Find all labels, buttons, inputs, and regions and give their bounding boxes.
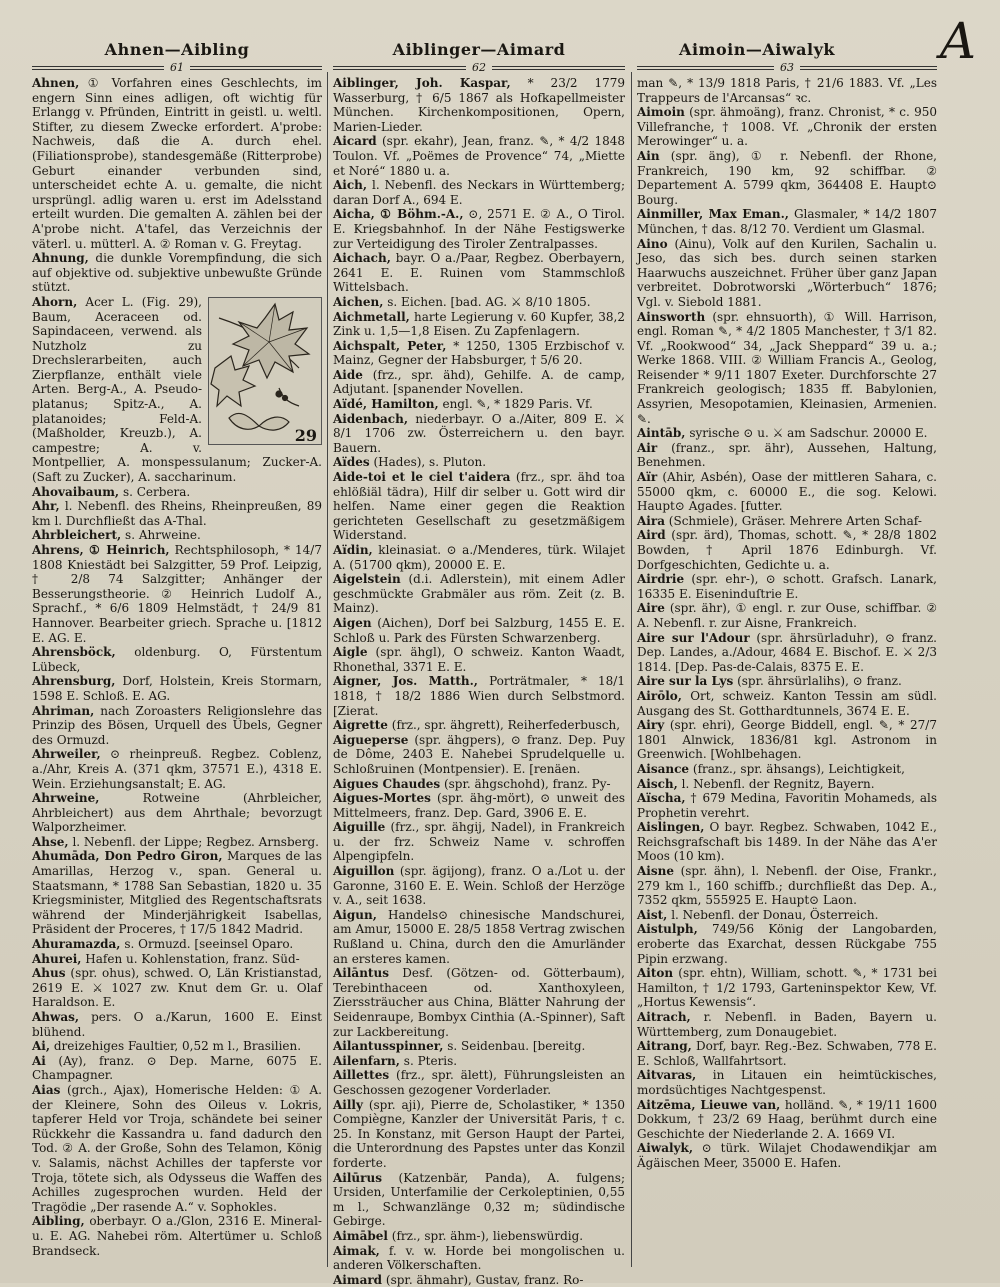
entry-headword: Aislingen, <box>637 820 705 835</box>
entry-text: (spr. ägijong), franz. O a./Lot u. der Garonne, 3160 E. E. Wein. Schloß der Herzöge v. A., seit 1638. <box>333 864 625 908</box>
entry-text: nach Zoroasters Religionslehre das Prinzip des Bösen, Urquell des Übels, Gegner des Ormuzd. <box>32 703 322 747</box>
column-divider <box>631 72 632 1267</box>
entry-text: (spr. ohus), schwed. O, Län Kristianstad, 2619 E. ⚔ 1027 zw. Knut dem Gr. u. Olaf Haraldson. E. <box>32 966 322 1010</box>
entry-text: (spr. ähgschohd), franz. Py- <box>443 776 611 791</box>
entry-headword: Ahrensböck, <box>32 645 116 660</box>
entry-text: (Ahir, Asbén), Oase der mittleren Sahara, c. 55000 qkm, c. 60000 E., die sog. Kelowi. Haupt⊙ Agades. [futter. <box>637 470 937 514</box>
entry-headword: Aichmetall, <box>333 309 410 324</box>
dictionary-entry <box>637 791 937 820</box>
entry-text: * 1250, 1305 Erzbischof v. Mainz, Gegner der Habsburger, † 5/6 20. <box>333 338 625 368</box>
dictionary-entry <box>637 105 937 149</box>
entry-headword: Aira <box>637 513 665 528</box>
dictionary-entry <box>333 718 625 733</box>
dictionary-entry <box>637 908 937 923</box>
entry-text: (Aichen), Dorf bei Salzburg, 1455 E. E. Schloß u. Park des Fürsten Schwarzenberg. <box>333 615 625 645</box>
entry-headword: Aichach, <box>333 251 391 266</box>
entry-headword: Aide <box>333 367 363 382</box>
entry-text: l. Nebenfl. des Rheins, Rheinpreußen, 89 km l. Durchfließt das A-Thal. <box>32 499 322 528</box>
entry-headword: Aiton <box>637 966 674 981</box>
dictionary-entry <box>333 470 625 543</box>
entry-text: † 679 Medina, Favoritin Mohameds, als Prophetin verehrt. <box>637 791 937 820</box>
dictionary-entry <box>333 864 625 908</box>
dictionary-entry <box>333 310 625 339</box>
entry-headword: Ahrweine, <box>32 791 100 806</box>
dictionary-entry <box>32 704 322 748</box>
entry-text: r. Nebenfl. in Baden, Bayern u. Württemberg, zum Donaugebiet. <box>637 1010 937 1039</box>
figure-number: 29 <box>294 426 317 446</box>
entry-headword: Ahuramazda, <box>32 937 121 952</box>
entry-headword: Aillettes <box>333 1068 390 1083</box>
entry-text: man ✎, * 13/9 1818 Paris, † 21/6 1883. Vf. „Les Trappeurs de l'Arcansas“ ꝛc. <box>637 76 937 105</box>
entry-headword: Ailantusspinner, <box>333 1039 444 1054</box>
entry-text: l. Nebenfl. der Regnitz, Bayern. <box>681 776 875 791</box>
entry-headword: Aino <box>637 236 668 251</box>
entry-text: Porträtmaler, * 18/1 1818, † 18/2 1886 Wien durch Selbstmord. [Zierat. <box>333 674 625 718</box>
entry-text: l. Nebenfl. des Neckars in Württemberg; daran Dorf A., 694 E. <box>333 178 625 207</box>
entry-headword: Airy <box>637 718 665 733</box>
dictionary-entry <box>333 572 625 616</box>
entry-headword: Ahnen, <box>32 76 80 90</box>
dictionary-entry <box>333 368 625 397</box>
entry-headword: Aimābel <box>333 1228 388 1243</box>
entry-text: Ort, schweiz. Kanton Tessin am südl. Ausgang des St. Gotthardtunnels, 3674 E. E. <box>637 688 937 718</box>
entry-text: (spr. ärd), Thomas, schott. ✎, * 28/8 1802 Bowden, † April 1876 Edinburgh. Vf. Dorfgeschichten, Gedichte u. a. <box>637 528 937 572</box>
entry-headword: Ailly <box>333 1097 363 1112</box>
entry-text: (Schmiele), Gräser. Mehrere Arten Schaf- <box>668 513 922 528</box>
entry-text: (spr. ähn), l. Nebenfl. der Oise, Frankr., 279 km l., 160 schiffb.; durchfließt das Dep. A., 7352 qkm, 555925 E. Haupt⊙ Laon. <box>637 864 937 908</box>
entry-text: (spr. ährsürlalihs), ⊙ franz. <box>737 674 902 689</box>
entry-headword: Aire sur l'Adour <box>637 630 750 645</box>
entry-headword: Airdrie <box>637 572 685 587</box>
entry-headword: Ai <box>32 1053 46 1068</box>
entry-text: Glasmaler, * 14/2 1807 München, † das. 8/12 70. Verdient um Glasmal. <box>637 207 937 236</box>
entry-text: s. Seidenbau. [bereitg. <box>447 1039 586 1054</box>
dictionary-entry <box>333 207 625 251</box>
entry-headword: Aibling, <box>32 1214 85 1229</box>
entry-text: ① Vorfahren eines Geschlechts, im engern Sinn eines adligen, oft wichtig für Erlangg v. Pfründen, Eintritt in geistl. u. weltl. Stifter, zu diesem Zwecke erfordert. A'probe: Nachweis, daß die A. durch ehel. (Filiationsprobe), standesgemäße (Ritterprobe) Geburt einander verbunden sind, unterscheidet echte A. u. gemalte, die nicht ursprüngl. adlig waren u. erst im Adelsstand erteilt wurden. Die gemalten A. zählen bei der A'probe nicht. A'tafel, das Verzeichnis der väterl. u. mütterl. A. ② Roman v. G. Freytag. <box>32 76 322 251</box>
dictionary-entry <box>333 1244 625 1273</box>
entry-headword: Ainmiller, Max Eman., <box>637 207 789 222</box>
entry-text: Dorf, Holstein, Kreis Stormarn, 1598 E. Schloß. E. AG. <box>32 674 322 703</box>
entry-headword: Ahnung, <box>32 251 89 266</box>
dictionary-entry <box>637 689 937 718</box>
column-divider <box>327 72 328 1267</box>
dictionary-entry <box>32 1010 322 1039</box>
entry-text: (spr. ähr), ① engl. r. zur Ouse, schiffbar. ② A. Nebenfl. r. zur Aisne, Frankreich. <box>637 601 937 630</box>
entry-headword: Ahwas, <box>32 1010 80 1024</box>
entry-headword: Aisch, <box>637 776 678 791</box>
dictionary-entry <box>637 1141 937 1170</box>
dictionary-entry <box>333 1039 625 1054</box>
entry-text: oberbayr. O a./Glon, 2316 E. Mineral- u. E. AG. Nahebei röm. Altertümer u. Schloß Brandseck. <box>32 1214 322 1258</box>
entry-text: (Ainu), Volk auf den Kurilen, Sachalin u. Jeso, das sich bes. durch seinen starken Haarwuchs auszeichnet. Früher über ganz Japan verbreitet. Dobrotworski „Wörterbuch“ 1876; Vgl. v. Siebold 1881. <box>637 236 937 309</box>
entry-text: (frz., spr. älett), Führungsleisten an Geschossen gezogener Vorderlader. <box>333 1068 625 1097</box>
entry-headword: Aias <box>32 1082 61 1097</box>
dictionary-entry <box>32 528 322 543</box>
dictionary-entry <box>333 412 625 456</box>
dictionary-entry <box>333 791 625 820</box>
entry-headword: Aird <box>637 528 666 543</box>
entry-headword: Aistulph, <box>637 922 698 937</box>
entry-text: syrische ⊙ u. ⚔ am Sadschur. 20000 E. <box>689 426 928 441</box>
entry-text: (spr. ährsürladuhr), ⊙ franz. Dep. Landes, a./Adour, 4684 E. Bischof. E. ⚔ 2/3 1814. [Dep. Pas-de-Calais, 8375 E. E. <box>637 630 937 674</box>
entry-headword: Aimard <box>333 1272 383 1287</box>
entry-text: (spr. ehnsuorth), ① Will. Harrison, engl. Roman ✎, * 4/2 1805 Manchester, † 3/1 82. Vf. „Rookwood“ 34, „Jack Sheppard“ 39 u. a.; Werke 1868. VIII. ② William Francis A., Geolog, Reisender * 9/11 1807 Exeter. Durchforschte 27 Frankreich geologisch; 1835 ff. Babylonien, Assyrien, Mesopotamien, Kleinasien, Armenien. ✎. <box>637 309 937 426</box>
entry-text: (spr. ähmoäng), franz. Chronist, * c. 950 Villefranche, † 1008. Vf. „Chronik der ersten Merowinger“ u. a. <box>637 105 937 149</box>
entry-headword: Ahrens, ① Heinrich, <box>32 543 170 557</box>
entry-headword: Aiwalyk, <box>637 1141 693 1156</box>
dictionary-entry <box>32 645 322 674</box>
entry-text: (spr. ähgpers), ⊙ franz. Dep. Puy de Dôme, 2403 E. Nahebei Sprudelquelle u. Schloßruinen (Montpensier). E. [renäen. <box>333 732 625 776</box>
dictionary-entry <box>333 966 625 1039</box>
entry-text: (spr. aji), Pierre de, Scholastiker, * 1350 Compiègne, Kanzler der Universität Paris, † c. 25. In Konstanz, mit Gerson Haupt der Partei, die Unterordnung des Papstes unter das Konzil forderte. <box>333 1097 625 1170</box>
column-right <box>637 76 937 1266</box>
entry-headword: Aimoin <box>637 105 685 120</box>
column-left <box>32 76 322 1266</box>
entry-headword: Ahovaibaum, <box>32 484 120 499</box>
entry-headword: Aiblinger, Joh. Kaspar, <box>333 76 511 90</box>
entry-headword: Aide-toi et le ciel t'aidera <box>333 470 511 485</box>
entry-text: niederbayr. O a./Aiter, 809 E. ⚔ 8/1 1706 zw. Österreichern u. den bayr. Bauern. <box>333 411 625 455</box>
entry-headword: Ahrweiler, <box>32 747 101 762</box>
entry-text: Marques de las Amarillas, Herzog v., span. General u. Staatsmann, * 1788 San Sebastian, 1820 u. 35 Kriegsminister, Mitglied des Regentschaftsrats während der Minderjährigkeit Isabellas, Präsident der Proceres, † 17/5 1842 Madrid. <box>32 849 322 937</box>
dictionary-entry <box>32 674 322 703</box>
entry-headword: Aintāb, <box>637 426 686 441</box>
entry-headword: Aigues-Mortes <box>333 791 431 806</box>
entry-text: holländ. ✎, * 19/11 1600 Dokkum, † 23/2 69 Haag, berühmt durch eine Geschichte der Niederlande 2. A. 1669 VI. <box>637 1097 937 1141</box>
dictionary-entry <box>333 1054 625 1069</box>
entry-headword: Aigun, <box>333 907 377 922</box>
entry-text: (frz., spr. ähgrett), Reiherfederbusch, <box>391 718 621 733</box>
dictionary-entry <box>333 1098 625 1171</box>
entry-text: (spr. ehtn), William, schott. ✎, * 1731 bei Hamilton, † 1/2 1793, Garteninspektor Kew, Vf. „Hortus Kewensis“. <box>637 966 937 1010</box>
entry-text: s. Pteris. <box>403 1053 458 1068</box>
dictionary-entry <box>637 514 937 529</box>
entry-text: (frz., spr. ähd), Gehilfe. A. de camp, Adjutant. [spanender Novellen. <box>333 367 625 397</box>
entry-headword: Aimak, <box>333 1243 380 1258</box>
entry-headword: Ahurei, <box>32 951 82 966</box>
dictionary-entry <box>637 237 937 310</box>
entry-text: Hafen u. Kohlenstation, franz. Süd- <box>85 951 300 966</box>
dictionary-entry <box>637 631 937 675</box>
entry-text: (spr. ekahr), Jean, franz. ✎, * 4/2 1848 Toulon. Vf. „Poëmes de Provence“ 74, „Miette et Noré“ 1880 u. a. <box>333 134 625 178</box>
entry-headword: Ain <box>637 148 660 163</box>
entry-text: O bayr. Regbez. Schwaben, 1042 E., Reichsgrafschaft bis 1489. In der Nähe das A'er Moos (10 km). <box>637 820 937 864</box>
dictionary-entry <box>32 937 322 952</box>
entry-headword: Ahorn, <box>32 294 78 309</box>
entry-headword: Aichen, <box>333 294 384 309</box>
dictionary-entry <box>32 485 322 500</box>
entry-headword: Aïdes <box>333 455 370 470</box>
entry-text: 749/56 König der Langobarden, eroberte das Exarchat, dessen Rückgabe 755 Pipin erzwang. <box>637 922 937 966</box>
entry-headword: Ailenfarn, <box>333 1053 400 1068</box>
entry-headword: Ai, <box>32 1039 51 1054</box>
entry-headword: Aichspalt, Peter, <box>333 338 447 353</box>
entry-headword: Aist, <box>637 907 668 922</box>
left-running-head: Ahnen—Aibling <box>104 40 250 59</box>
entry-text: pers. O a./Karun, 1600 E. Einst blühend. <box>32 1010 322 1039</box>
dictionary-entry <box>637 922 937 966</box>
dictionary-entry <box>333 339 625 368</box>
entry-headword: Aigueperse <box>333 732 409 747</box>
entry-headword: Ahrbleichert, <box>32 528 122 543</box>
entry-text: s. Eichen. [bad. AG. ⚔ 8/10 1805. <box>387 294 591 309</box>
entry-headword: Aïdin, <box>333 543 373 557</box>
dictionary-entry <box>333 76 625 134</box>
entry-text: (spr. ähgl), O schweiz. Kanton Waadt, Rhonethal, 3371 E. E. <box>333 645 625 674</box>
dictionary-entry <box>32 251 322 295</box>
entry-text: (Ay), franz. ⊙ Dep. Marne, 6075 E. Champagner. <box>32 1053 322 1083</box>
entry-headword: Aicard <box>333 134 377 149</box>
dictionary-entry <box>32 835 322 850</box>
entry-headword: Ahriman, <box>32 703 95 718</box>
entry-text: ⊙ rheinpreuß. Regbez. Coblenz, a./Ahr, Kreis A. (371 qkm, 37571 E.), 4318 E. Wein. Erziehungsanstalt; E. AG. <box>32 747 322 791</box>
entry-text: * 23/2 1779 Wasserburg, † 6/5 1867 als Hofkapellmeister München. Kirchenkompositionen, Opern, Marien-Lieder. <box>333 76 625 134</box>
maple-leaf-drawing <box>209 298 321 444</box>
entry-headword: Ahrensburg, <box>32 674 116 689</box>
entry-headword: Aire sur la Lys <box>637 674 734 689</box>
entry-headword: Air <box>637 440 658 455</box>
dictionary-entry <box>32 849 322 937</box>
dictionary-entry <box>637 149 937 207</box>
entry-text: (grch., Ajax), Homerische Helden: ① A. der Kleinere, Sohn des Oileus v. Lokris, tapferer Held vor Troja, schändete bei seiner Rückkehr die Kassandra u. fand dadurch den Tod. ② A. der Große, Sohn des Telamon, König v. Salamis, nächst Achilles der tapferste vor Troja, tötete sich, als Odysseus die Waffen des Achilles zugesprochen wurden. Held der Tragödie „Der rasende A.“ v. Sophokles. <box>32 1082 322 1214</box>
entry-text: ⊙ türk. Wilajet Chodawendikjar am Ägäischen Meer, 35000 E. Hafen. <box>637 1141 937 1170</box>
entry-headword: Ahumāda, Don Pedro Giron, <box>32 849 223 864</box>
entry-headword: Aiguillon <box>333 864 395 879</box>
entry-headword: Ainsworth <box>637 309 706 324</box>
dictionary-entry <box>637 718 937 762</box>
dictionary-entry <box>333 1273 625 1287</box>
dictionary-entry <box>637 820 937 864</box>
entry-text: Handels⊙ chinesische Mandschurei, am Amur, 15000 E. 28/5 1858 Vertrag zwischen Rußland u. China, durch den die Amurländer an ersteres kamen. <box>333 907 625 966</box>
entry-text: Dorf, bayr. Reg.-Bez. Schwaben, 778 E. E. Schloß, Wallfahrtsort. <box>637 1039 937 1068</box>
dictionary-entry <box>333 543 625 572</box>
entry-text: Acer L. (Fig. 29), Baum, Aceraceen od. Sapindaceen, verwend. als Nutzholz zu Drechslerarbeiten, auch Zierpflanze, enthält viele Arten. Berg-A., A. Pseudo-platanus; Spitz-A., A. platanoides; Feld-A. (Maßholder, Kreuzb.), A. campestre; A. v. Montpellier, A. monspessulanum; Zucker-A. (Saft zu Zucker), A. saccharinum. <box>32 294 322 485</box>
entry-text: (frz., spr. ähgij, Nadel), in Frankreich u. der frz. Schweiz Name v. schroffen Alpengipfeln. <box>333 820 625 864</box>
dictionary-entry <box>333 820 625 864</box>
entry-text: (franz., spr. ähr), Aussehen, Haltung, Benehmen. <box>637 440 937 470</box>
column-center <box>333 76 625 1287</box>
dictionary-entry <box>333 616 625 645</box>
entry-text: (spr. ehr-), ⊙ schott. Grafsch. Lanark, 16335 E. Eiseninduſtrie E. <box>637 572 937 601</box>
entry-text: s. Ormuzd. [seeinsel Oparo. <box>124 937 294 952</box>
dictionary-entry <box>637 441 937 470</box>
dictionary-entry <box>637 572 937 601</box>
entry-headword: Aidenbach, <box>333 411 408 426</box>
entry-headword: Ahse, <box>32 834 69 849</box>
entry-text: bayr. O a./Paar, Regbez. Oberbayern, 2641 E. E. Ruinen vom Stammschloß Wittelsbach. <box>333 251 625 295</box>
dictionary-entry <box>637 528 937 572</box>
entry-headword: Ahus <box>32 966 66 981</box>
entry-text: l. Nebenfl. der Lippe; Regbez. Arnsberg. <box>72 834 319 849</box>
dictionary-entry <box>32 791 322 835</box>
entry-text: l. Nebenfl. der Donau, Österreich. <box>671 907 879 922</box>
entry-headword: Aitrang, <box>637 1039 692 1054</box>
dictionary-entry <box>637 76 937 105</box>
entry-text: (frz., spr. ähd toa ehlößiäl tädra), Hilf dir selber u. Gott wird dir helfen. Name einer gegen die Reaktion gerichteten Gesellschaft zu gesetzmäßigem Widerstand. <box>333 470 625 543</box>
entry-headword: Aire <box>637 601 665 616</box>
entry-text: Desf. (Götzen- od. Götterbaum), Terebinthaceen od. Xanthoxyleen, Zierssträucher aus China, Blätter Nahrung der Seidenraupe, Bombyx Cinthia (A.-Spinner), Saft zur Lackbereitung. <box>333 966 625 1039</box>
dictionary-entry <box>32 1054 322 1083</box>
entry-headword: Aigelstein <box>333 572 401 587</box>
entry-headword: Aitzēma, Lieuwe van, <box>637 1097 781 1112</box>
dictionary-entry <box>333 1171 625 1229</box>
dictionary-entry <box>32 1083 322 1214</box>
entry-headword: Aïscha, <box>637 791 686 806</box>
dictionary-entry <box>333 455 625 470</box>
dictionary-entry <box>333 1229 625 1244</box>
dictionary-entry <box>333 295 625 310</box>
entry-headword: Ailāntus <box>333 966 389 981</box>
right-running-head: Aimoin—Aiwalyk <box>679 40 835 59</box>
entry-text: (spr. ähmahr), Gustav, franz. Ro- <box>385 1272 584 1287</box>
entry-text: oldenburg. O, Fürstentum Lübeck, <box>32 645 322 674</box>
dictionary-entry <box>333 908 625 966</box>
entry-headword: Ahr, <box>32 499 60 514</box>
section-letter: A <box>939 12 976 70</box>
entry-text: in Litauen ein heimtückisches, mordsüchtiges Nachtgespenst. <box>637 1068 937 1097</box>
dictionary-entry <box>32 543 322 645</box>
dictionary-entry <box>637 864 937 908</box>
entry-text: (franz., spr. ähsangs), Leichtigkeit, <box>692 761 905 776</box>
dictionary-entry <box>333 134 625 178</box>
entry-text: (spr. ähg-mört), ⊙ unweit des Mittelmeers, franz. Dep. Gard, 3906 E. E. <box>333 791 625 820</box>
entry-headword: Aigner, Jos. Matth., <box>333 674 478 689</box>
page-number-center: 62 <box>466 61 492 74</box>
dictionary-entry <box>637 470 937 514</box>
dictionary-entry <box>333 251 625 295</box>
entry-text: engl. ✎, * 1829 Paris. Vf. <box>442 397 593 412</box>
dictionary-entry <box>637 777 937 792</box>
entry-headword: Aigle <box>333 645 368 660</box>
entry-text: (Katzenbär, Panda), A. fulgens; Ursiden, Unterfamilie der Cerkoleptinien, 0,55 m l., Schwanzlänge 0,32 m; südindische Gebirge. <box>333 1170 625 1229</box>
entry-headword: Aicha, ① Böhm.-A., <box>333 207 464 222</box>
dictionary-entry <box>333 674 625 718</box>
dictionary-entry <box>637 1039 937 1068</box>
dictionary-entry <box>32 76 322 251</box>
entry-text: (frz., spr. ähm-), liebenswürdig. <box>391 1228 584 1243</box>
entry-text: (spr. ehri), George Biddell, engl. ✎, * 27/7 1801 Alnwick, 1836/81 kgl. Astronom in Greenwich. [Wohlbehagen. <box>637 718 937 762</box>
entry-headword: Aitvaras, <box>637 1068 697 1083</box>
center-running-head: Aiblinger—Aimard <box>392 40 566 59</box>
entry-text: kleinasiat. ⊙ a./Menderes, türk. Wilajet A. (51700 qkm), 20000 E. E. <box>333 543 625 572</box>
dictionary-entry <box>637 1098 937 1142</box>
dictionary-entry <box>637 426 937 441</box>
entry-text: dreizehiges Faultier, 0,52 m l., Brasilien. <box>53 1039 302 1054</box>
entry-text: die dunkle Vorempfindung, die sich auf objektive od. subjektive unbewußte Gründe stützt. <box>32 251 322 295</box>
entry-text: ⊙, 2571 E. ② A., O Tirol. E. Kriegsbahnhof. In der Nähe Festigswerke zur Verteidigung des Tiroler Zentralpasses. <box>333 207 625 251</box>
entry-headword: Ailūrus <box>333 1170 382 1185</box>
entry-text: Rotweine (Ahrbleicher, Ahrbleichert) aus dem Ahrthale; bevorzugt Walporzheimer. <box>32 791 322 835</box>
dictionary-entry <box>32 966 322 1010</box>
entry-headword: Aich, <box>333 178 368 193</box>
entry-text: (Hades), s. Pluton. <box>373 455 487 470</box>
dictionary-entry <box>637 966 937 1010</box>
page-number-right: 63 <box>774 61 800 74</box>
entry-headword: Aitrach, <box>637 1010 691 1024</box>
dictionary-entry <box>32 747 322 791</box>
dictionary-entry <box>333 1068 625 1097</box>
maple-illustration <box>208 297 322 445</box>
entry-text: (spr. äng), ① r. Nebenfl. der Rhone, Frankreich, 190 km, 92 schiffbar. ② Departement A. 5799 qkm, 364408 E. Haupt⊙ Bourg. <box>637 148 937 207</box>
entry-headword: Aïdé, Hamilton, <box>333 397 439 412</box>
dictionary-entry <box>637 207 937 236</box>
dictionary-entry <box>32 499 322 528</box>
dictionary-entry <box>637 1068 937 1097</box>
entry-headword: Aigues Chaudes <box>333 776 441 791</box>
entry-headword: Aïr <box>637 470 658 485</box>
entry-headword: Aisance <box>637 761 690 776</box>
entry-text: Rechtsphilosoph, * 14/7 1808 Kniestädt bei Salzgitter, 59 Prof. Leipzig, † 2/8 74 Salzgitter; Anhänger der Besserungstheorie. ② Heinrich Ludolf A., Sprachf., * 6/6 1809 Helmstädt, † 24/9 81 Hannover. Bearbeiter griech. Sprache u. [1812 E. AG. E. <box>32 543 322 645</box>
dictionary-entry <box>333 777 625 792</box>
dictionary-entry <box>333 397 625 412</box>
dictionary-entry <box>333 733 625 777</box>
entry-headword: Aigrette <box>333 718 388 733</box>
dictionary-entry <box>637 310 937 427</box>
entry-headword: Aigen <box>333 615 372 630</box>
dictionary-entry <box>32 1039 322 1054</box>
dictionary-entry <box>333 645 625 674</box>
page-number-left: 61 <box>164 61 190 74</box>
entry-headword: Aisne <box>637 864 674 879</box>
entry-text: harte Legierung v. 60 Kupfer, 38,2 Zink u. 1,5—1,8 Eisen. Zu Zapfenlagern. <box>333 309 625 339</box>
dictionary-entry <box>637 762 937 777</box>
dictionary-entry <box>32 1214 322 1258</box>
dictionary-entry <box>637 674 937 689</box>
entry-text: f. v. w. Horde bei mongolischen u. anderen Völkerschaften. <box>333 1243 625 1273</box>
entry-headword: Airōlo, <box>637 688 682 703</box>
dictionary-entry <box>32 952 322 967</box>
dictionary-entry <box>637 601 937 630</box>
entry-text: s. Ahrweine. <box>125 528 201 543</box>
entry-text: s. Cerbera. <box>122 484 191 499</box>
dictionary-entry <box>637 1010 937 1039</box>
entry-text: (d.i. Adlerstein), mit einem Adler geschmückte Grabmäler aus röm. Zeit (z. B. Mainz). <box>333 572 625 616</box>
entry-headword: Aiguille <box>333 820 386 835</box>
dictionary-entry <box>333 178 625 207</box>
